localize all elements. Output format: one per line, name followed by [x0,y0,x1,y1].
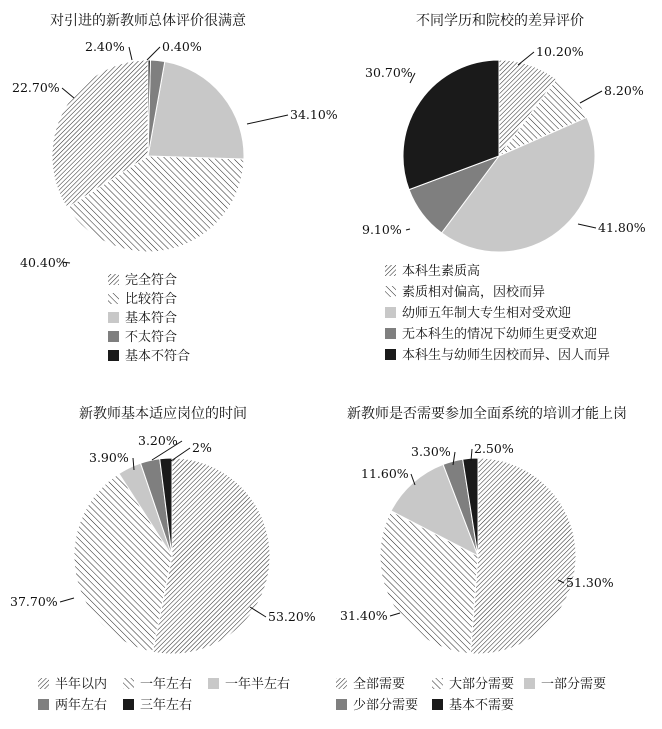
legend-label-4-4: 少部分需要 [353,698,419,713]
legend-swatch-3-2 [123,678,134,689]
leader-line-3-2 [60,598,74,602]
leader-line-1-1 [247,115,288,124]
chart-4-group [336,405,627,713]
legend-swatch-3-1 [38,678,49,689]
value-label-4-4: 3.30% [411,444,451,459]
leader-line-1-5 [147,47,160,60]
legend-label-3-1: 半年以内 [55,677,108,692]
legend-label-1-5: 基本不符合 [125,349,191,364]
chart-2-group [362,12,646,363]
value-label-3-5: 2% [192,440,212,455]
chart-4-title: 新教师是否需要参加全面系统的培训才能上岗 [347,406,627,422]
leader-line-2-2 [580,91,602,103]
legend-label-4-5: 基本不需要 [449,698,515,713]
legend-swatch-2-2 [385,286,396,297]
legend-label-3-5: 三年左右 [140,698,193,713]
legend-swatch-2-4 [385,328,396,339]
legend-swatch-4-5 [432,699,443,710]
legend-swatch-1-4 [108,331,119,342]
legend-swatch-3-3 [208,678,219,689]
chart-3-title: 新教师基本适应岗位的时间 [79,406,247,422]
legend-label-1-2: 比较符合 [125,292,178,307]
legend-label-1-4: 不太符合 [125,330,178,345]
legend-label-3-4: 两年左右 [55,698,108,713]
value-label-1-1: 34.10% [290,107,338,122]
chart-2-legend [385,263,610,363]
legend-swatch-1-3 [108,312,119,323]
legend-swatch-3-5 [123,699,134,710]
leader-line-2-1 [518,52,534,65]
legend-swatch-2-3 [385,307,396,318]
value-label-2-5: 30.70% [365,65,413,80]
legend-swatch-3-4 [38,699,49,710]
legend-swatch-4-1 [336,678,347,689]
legend-swatch-1-5 [108,350,119,361]
legend-label-2-2: 素质相对偏高，因校而异 [402,285,546,300]
chart-1-title: 对引进的新教师总体评价很满意 [50,13,246,29]
value-label-4-1: 51.30% [566,575,614,590]
value-label-3-4: 3.20% [138,433,178,448]
leader-line-1-3 [62,88,74,98]
legend-label-2-5: 本科生与幼师生因校而异、因人而异 [402,348,611,363]
value-label-2-2: 8.20% [604,83,644,98]
legend-swatch-4-3 [524,678,535,689]
legend-swatch-2-5 [385,349,396,360]
legend-label-4-3: 一部分需要 [541,677,607,692]
legend-swatch-1-1 [108,274,119,285]
legend-label-2-1: 本科生素质高 [402,264,481,279]
chart-3-group [10,405,316,713]
chart-1-legend [108,273,190,364]
value-label-2-3: 41.80% [598,220,646,235]
chart-1-slices [52,60,244,252]
legend-label-2-3: 幼师五年制大专生相对受欢迎 [402,306,572,321]
chart-3-legend [38,676,290,713]
chart-4-legend [336,676,606,713]
legend-swatch-2-1 [385,265,396,276]
chart-1-group [12,12,338,364]
value-label-4-3: 11.60% [361,466,409,481]
legend-label-4-1: 全部需要 [353,677,406,692]
pie-slice-4-1 [470,458,576,654]
value-label-1-3: 22.70% [12,80,60,95]
leader-line-1-4 [129,47,132,60]
chart-2-title: 不同学历和院校的差异评价 [416,13,584,29]
legend-swatch-1-2 [108,293,119,304]
value-label-1-5: 0.40% [162,39,202,54]
legend-swatch-4-4 [336,699,347,710]
legend-label-1-1: 完全符合 [125,273,178,288]
value-label-2-4: 9.10% [362,222,402,237]
value-label-3-1: 53.20% [268,609,316,624]
chart-2-slices [403,60,595,252]
legend-label-3-3: 一年半左右 [225,677,291,692]
value-label-4-2: 31.40% [340,608,388,623]
leader-line-2-4 [406,229,410,230]
chart-3-slices [74,458,270,654]
legend-label-4-2: 大部分需要 [449,677,515,692]
legend-label-1-3: 基本符合 [125,311,178,326]
leader-line-4-2 [390,613,400,616]
value-label-3-3: 3.90% [89,450,129,465]
value-label-2-1: 10.20% [536,44,584,59]
chart-4-slices [380,458,576,654]
value-label-4-5: 2.50% [474,441,514,456]
legend-swatch-4-2 [432,678,443,689]
value-label-1-4: 2.40% [85,39,125,54]
value-label-1-2: 40.40% [20,255,68,270]
legend-label-2-4: 无本科生的情况下幼师生更受欢迎 [402,327,598,342]
leader-line-2-3 [578,224,596,228]
legend-label-3-2: 一年左右 [140,677,193,692]
value-label-3-2: 37.70% [10,594,58,609]
